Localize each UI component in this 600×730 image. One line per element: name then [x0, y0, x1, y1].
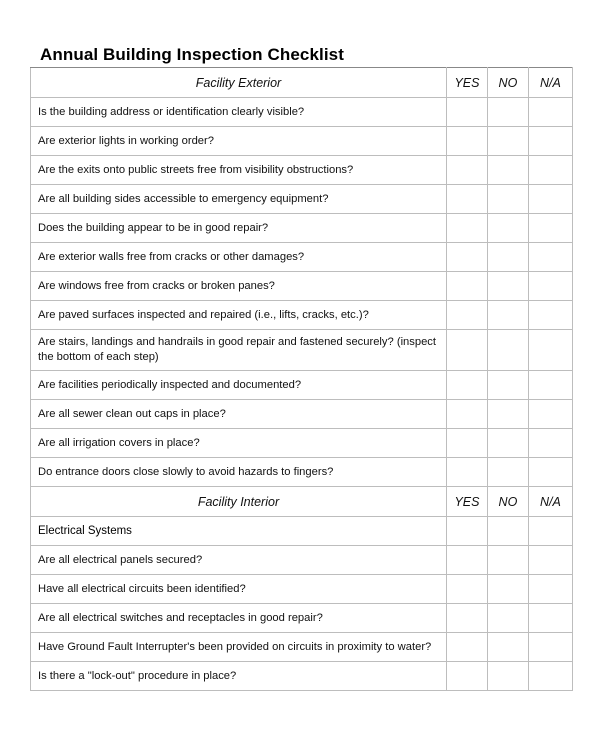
yes-checkbox-cell[interactable] — [446, 458, 487, 487]
checklist-row — [31, 214, 573, 243]
no-column-header: NO — [487, 68, 528, 98]
checklist-row — [31, 400, 573, 429]
checklist-row — [31, 371, 573, 400]
question-text: Do entrance doors close slowly to avoid hazards to fingers? — [31, 458, 447, 487]
na-checkbox-cell[interactable] — [528, 330, 572, 371]
yes-checkbox-cell[interactable] — [446, 662, 487, 691]
yes-checkbox-cell[interactable] — [446, 400, 487, 429]
no-checkbox-cell[interactable] — [487, 429, 528, 458]
question-text: Have all electrical circuits been identified? — [31, 575, 447, 604]
na-checkbox-cell[interactable] — [528, 400, 572, 429]
na-checkbox-cell[interactable] — [528, 546, 572, 575]
yes-checkbox-cell[interactable] — [446, 604, 487, 633]
checklist-row — [31, 662, 573, 691]
question-text: Have Ground Fault Interrupter's been provided on circuits in proximity to water? — [31, 633, 447, 662]
checklist-body — [31, 68, 573, 691]
no-checkbox-cell[interactable] — [487, 633, 528, 662]
document-title: Annual Building Inspection Checklist — [40, 45, 344, 64]
checklist-row — [31, 458, 573, 487]
no-checkbox-cell[interactable] — [487, 127, 528, 156]
question-text: Are all sewer clean out caps in place? — [31, 400, 447, 429]
yes-checkbox-cell[interactable] — [446, 330, 487, 371]
checklist-row — [31, 272, 573, 301]
question-text: Are paved surfaces inspected and repaired (i.e., lifts, cracks, etc.)? — [31, 301, 447, 330]
yes-checkbox-cell[interactable] — [446, 98, 487, 127]
yes-checkbox-cell[interactable] — [446, 575, 487, 604]
na-checkbox-cell — [528, 517, 572, 546]
question-text: Are the exits onto public streets free from visibility obstructions? — [31, 156, 447, 185]
question-text: Are facilities periodically inspected and documented? — [31, 371, 447, 400]
yes-column-header: YES — [446, 68, 487, 98]
na-checkbox-cell[interactable] — [528, 98, 572, 127]
checklist-row — [31, 98, 573, 127]
yes-checkbox-cell[interactable] — [446, 243, 487, 272]
section-heading: Facility Exterior — [31, 68, 447, 98]
na-checkbox-cell[interactable] — [528, 127, 572, 156]
question-text: Are all electrical panels secured? — [31, 546, 447, 575]
na-checkbox-cell[interactable] — [528, 604, 572, 633]
no-checkbox-cell[interactable] — [487, 458, 528, 487]
na-checkbox-cell[interactable] — [528, 429, 572, 458]
subsection-heading: Electrical Systems — [31, 517, 447, 546]
yes-checkbox-cell[interactable] — [446, 546, 487, 575]
yes-checkbox-cell[interactable] — [446, 301, 487, 330]
no-checkbox-cell[interactable] — [487, 243, 528, 272]
yes-checkbox-cell[interactable] — [446, 185, 487, 214]
yes-checkbox-cell[interactable] — [446, 272, 487, 301]
na-checkbox-cell[interactable] — [528, 575, 572, 604]
checklist-row — [31, 575, 573, 604]
checklist-row — [31, 633, 573, 662]
na-checkbox-cell[interactable] — [528, 371, 572, 400]
na-checkbox-cell[interactable] — [528, 301, 572, 330]
no-checkbox-cell[interactable] — [487, 604, 528, 633]
checklist-row — [31, 546, 573, 575]
no-checkbox-cell[interactable] — [487, 98, 528, 127]
na-checkbox-cell[interactable] — [528, 633, 572, 662]
checklist-row — [31, 429, 573, 458]
checklist-row — [31, 127, 573, 156]
no-checkbox-cell[interactable] — [487, 546, 528, 575]
no-checkbox-cell[interactable] — [487, 371, 528, 400]
question-text: Are all building sides accessible to emergency equipment? — [31, 185, 447, 214]
question-text: Are all electrical switches and receptacles in good repair? — [31, 604, 447, 633]
checklist-row — [31, 604, 573, 633]
no-checkbox-cell[interactable] — [487, 400, 528, 429]
no-checkbox-cell[interactable] — [487, 185, 528, 214]
no-checkbox-cell[interactable] — [487, 662, 528, 691]
na-checkbox-cell[interactable] — [528, 662, 572, 691]
na-checkbox-cell[interactable] — [528, 214, 572, 243]
yes-checkbox-cell[interactable] — [446, 633, 487, 662]
no-checkbox-cell[interactable] — [487, 301, 528, 330]
na-checkbox-cell[interactable] — [528, 243, 572, 272]
yes-checkbox-cell[interactable] — [446, 156, 487, 185]
na-checkbox-cell[interactable] — [528, 156, 572, 185]
no-checkbox-cell[interactable] — [487, 272, 528, 301]
yes-checkbox-cell[interactable] — [446, 214, 487, 243]
question-text: Is the building address or identification clearly visible? — [31, 98, 447, 127]
checklist-row — [31, 330, 573, 371]
yes-checkbox-cell[interactable] — [446, 371, 487, 400]
question-text: Are windows free from cracks or broken panes? — [31, 272, 447, 301]
no-checkbox-cell[interactable] — [487, 214, 528, 243]
question-text: Are exterior lights in working order? — [31, 127, 447, 156]
section-header-exterior — [31, 68, 573, 98]
yes-checkbox-cell — [446, 517, 487, 546]
na-column-header: N/A — [528, 487, 572, 517]
checklist-row — [31, 243, 573, 272]
yes-checkbox-cell[interactable] — [446, 127, 487, 156]
no-checkbox-cell[interactable] — [487, 330, 528, 371]
section-heading: Facility Interior — [31, 487, 447, 517]
yes-checkbox-cell[interactable] — [446, 429, 487, 458]
no-checkbox-cell — [487, 517, 528, 546]
yes-column-header: YES — [446, 487, 487, 517]
na-checkbox-cell[interactable] — [528, 185, 572, 214]
na-checkbox-cell[interactable] — [528, 272, 572, 301]
na-column-header: N/A — [528, 68, 572, 98]
no-checkbox-cell[interactable] — [487, 575, 528, 604]
checklist-row — [31, 156, 573, 185]
question-text: Does the building appear to be in good repair? — [31, 214, 447, 243]
section-header-interior — [31, 487, 573, 517]
na-checkbox-cell[interactable] — [528, 458, 572, 487]
no-column-header: NO — [487, 487, 528, 517]
no-checkbox-cell[interactable] — [487, 156, 528, 185]
subsection-row — [31, 517, 573, 546]
question-text: Are all irrigation covers in place? — [31, 429, 447, 458]
question-text: Is there a "lock-out" procedure in place? — [31, 662, 447, 691]
question-text: Are exterior walls free from cracks or other damages? — [31, 243, 447, 272]
inspection-checklist-table — [30, 67, 573, 691]
checklist-row — [31, 301, 573, 330]
checklist-row — [31, 185, 573, 214]
question-text: Are stairs, landings and handrails in good repair and fastened securely? (inspect the bottom of each step) — [31, 330, 447, 371]
